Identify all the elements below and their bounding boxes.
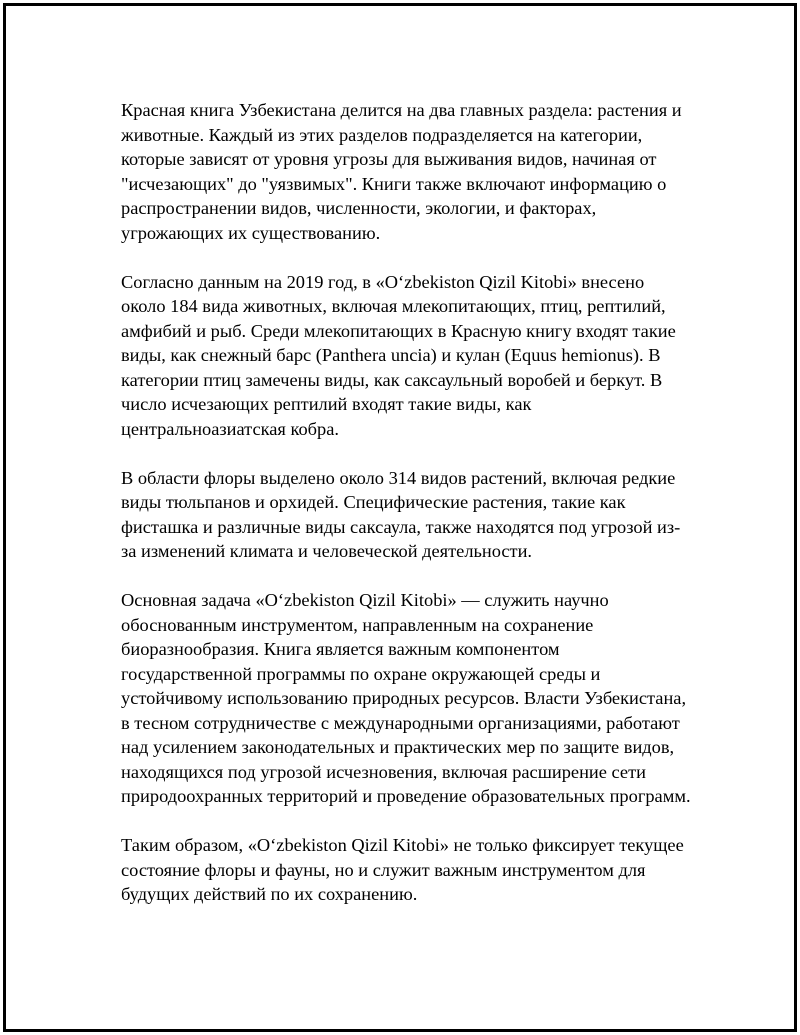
paragraph-conclusion: Таким образом, «Oʻzbekiston Qizil Kitobi» не только фиксирует текущее состояние флоры и фауны, но и служит важным инструментом для будущих действий по их сохранению. — [121, 835, 684, 904]
document-body — [121, 98, 693, 931]
paragraph-main-goal: Основная задача «Oʻzbekiston Qizil Kitobi» — служить научно обоснованным инструментом, направленным на сохранение биоразнообразия. Книга является важным компонентом государственной программы по охране окружающей среды и устойчивому использованию природных ресурсов. Власти Узбекистана, в тесном сотрудничестве с международными организациями, работают над усилением законодательных и практических мер по защите видов, находящихся под угрозой исчезновения, включая расширение сети природоохранных территорий и проведение образовательных программ. — [121, 590, 691, 806]
page-border — [3, 3, 797, 1032]
paragraph-fauna: Согласно данным на 2019 год, в «Oʻzbekiston Qizil Kitobi» внесено около 184 вида животных, включая млекопитающих, птиц, рептилий, амфибий и рыб. Среди млекопитающих в Красную книгу входят такие виды, как снежный барс (Panthera uncia) и кулан (Equus hemionus). В категории птиц замечены виды, как саксаульный воробей и беркут. В число исчезающих рептилий входят такие виды, как центральноазиатская кобра. — [121, 271, 676, 439]
paragraph-flora: В области флоры выделено около 314 видов растений, включая редкие виды тюльпанов и орхидей. Специфические растения, такие как фисташка и различные виды саксаула, также находятся под угрозой из-за изменений климата и человеческой деятельности. — [121, 467, 681, 561]
paragraph-structure: Красная книга Узбекистана делится на два главных раздела: растения и животные. Каждый из этих разделов подразделяется на категории, которые зависят от уровня угрозы для выживания видов, начиная от "исчезающих" до "уязвимых". Книги также включают информацию о распространении видов, численности, экологии, и факторах, угрожающих их существованию. — [121, 100, 682, 243]
